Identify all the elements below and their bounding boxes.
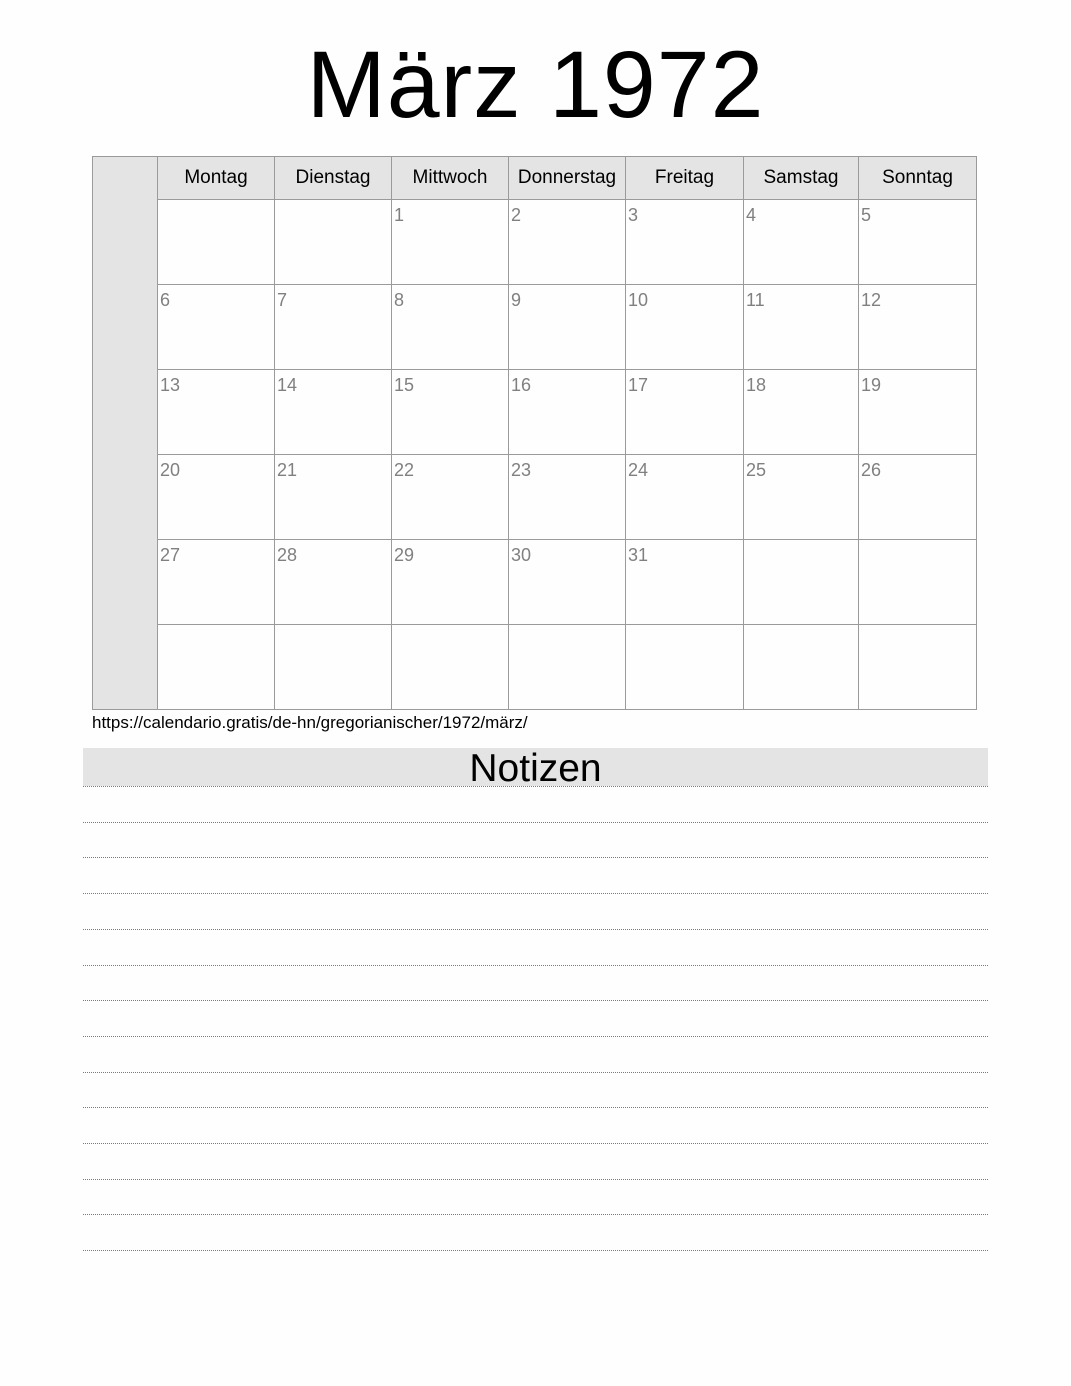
day-number bbox=[744, 625, 858, 631]
day-number: 17 bbox=[628, 375, 649, 395]
day-cell[interactable] bbox=[744, 285, 859, 370]
day-cell[interactable] bbox=[509, 285, 626, 370]
day-number: 19 bbox=[861, 375, 882, 395]
note-line bbox=[83, 965, 988, 966]
week-number-column bbox=[92, 156, 157, 710]
day-number: 31 bbox=[628, 545, 649, 565]
day-cell[interactable] bbox=[744, 540, 859, 625]
day-number: 2 bbox=[511, 205, 522, 225]
note-line bbox=[83, 1250, 988, 1251]
note-line bbox=[83, 857, 988, 858]
day-cell[interactable] bbox=[275, 625, 392, 710]
day-cell[interactable] bbox=[626, 455, 744, 540]
day-number bbox=[744, 540, 858, 546]
day-cell[interactable] bbox=[859, 200, 977, 285]
note-line bbox=[83, 786, 988, 787]
day-number: 8 bbox=[394, 290, 405, 310]
day-cell[interactable] bbox=[626, 200, 744, 285]
day-cell[interactable] bbox=[392, 200, 509, 285]
week-row bbox=[158, 200, 977, 285]
day-cell[interactable] bbox=[744, 625, 859, 710]
day-cell[interactable] bbox=[859, 370, 977, 455]
day-cell[interactable] bbox=[275, 200, 392, 285]
day-number: 16 bbox=[511, 375, 532, 395]
day-number: 10 bbox=[628, 290, 649, 310]
day-cell[interactable] bbox=[509, 370, 626, 455]
day-number: 3 bbox=[628, 205, 639, 225]
day-number: 15 bbox=[394, 375, 415, 395]
day-cell[interactable] bbox=[392, 370, 509, 455]
day-cell[interactable] bbox=[275, 370, 392, 455]
weekday-header: Dienstag bbox=[275, 157, 392, 200]
day-cell[interactable] bbox=[744, 370, 859, 455]
day-cell[interactable] bbox=[509, 200, 626, 285]
day-number: 28 bbox=[277, 545, 298, 565]
day-number: 27 bbox=[160, 545, 181, 565]
notes-heading: Notizen bbox=[83, 748, 988, 786]
day-number: 23 bbox=[511, 460, 532, 480]
weekday-header: Mittwoch bbox=[392, 157, 509, 200]
day-number: 6 bbox=[160, 290, 171, 310]
day-number: 26 bbox=[861, 460, 882, 480]
weekday-header: Donnerstag bbox=[509, 157, 626, 200]
day-number bbox=[626, 625, 743, 631]
day-cell[interactable] bbox=[158, 370, 275, 455]
note-line bbox=[83, 929, 988, 930]
day-cell[interactable] bbox=[158, 625, 275, 710]
note-line bbox=[83, 1036, 988, 1037]
day-number: 30 bbox=[511, 545, 532, 565]
day-cell[interactable] bbox=[626, 370, 744, 455]
day-number: 21 bbox=[277, 460, 298, 480]
calendar-grid bbox=[92, 156, 977, 710]
day-number: 25 bbox=[746, 460, 767, 480]
day-cell[interactable] bbox=[275, 540, 392, 625]
day-cell[interactable] bbox=[859, 625, 977, 710]
day-cell[interactable] bbox=[744, 200, 859, 285]
note-line bbox=[83, 1143, 988, 1144]
day-cell[interactable] bbox=[392, 625, 509, 710]
day-number: 24 bbox=[628, 460, 649, 480]
day-cell[interactable] bbox=[626, 625, 744, 710]
day-cell[interactable] bbox=[275, 455, 392, 540]
day-number: 14 bbox=[277, 375, 298, 395]
day-number: 5 bbox=[861, 205, 872, 225]
day-cell[interactable] bbox=[158, 455, 275, 540]
day-number: 4 bbox=[746, 205, 757, 225]
day-number: 20 bbox=[160, 460, 181, 480]
source-url: https://calendario.gratis/de-hn/gregorianischer/1972/märz/ bbox=[92, 713, 528, 732]
weekday-header: Samstag bbox=[744, 157, 859, 200]
day-number: 1 bbox=[394, 205, 405, 225]
note-line bbox=[83, 1214, 988, 1215]
day-cell[interactable] bbox=[158, 200, 275, 285]
note-line bbox=[83, 1107, 988, 1108]
day-cell[interactable] bbox=[859, 455, 977, 540]
note-line bbox=[83, 1179, 988, 1180]
day-number bbox=[158, 200, 274, 206]
day-number: 9 bbox=[511, 290, 522, 310]
day-cell[interactable] bbox=[509, 540, 626, 625]
day-cell[interactable] bbox=[392, 285, 509, 370]
week-row bbox=[158, 285, 977, 370]
day-number bbox=[275, 200, 391, 206]
weekday-header: Freitag bbox=[626, 157, 744, 200]
note-line bbox=[83, 822, 988, 823]
day-number: 18 bbox=[746, 375, 767, 395]
note-line bbox=[83, 1072, 988, 1073]
day-cell[interactable] bbox=[158, 285, 275, 370]
week-row bbox=[158, 540, 977, 625]
day-number: 11 bbox=[746, 290, 765, 310]
day-number: 22 bbox=[394, 460, 415, 480]
day-cell[interactable] bbox=[392, 455, 509, 540]
day-cell[interactable] bbox=[392, 540, 509, 625]
day-number bbox=[509, 625, 625, 631]
week-row bbox=[158, 455, 977, 540]
day-number bbox=[275, 625, 391, 631]
day-cell[interactable] bbox=[626, 540, 744, 625]
day-number bbox=[859, 540, 976, 546]
weekday-header-row bbox=[158, 157, 977, 200]
day-number: 13 bbox=[160, 375, 181, 395]
week-row bbox=[158, 370, 977, 455]
day-number: 12 bbox=[861, 290, 882, 310]
day-cell[interactable] bbox=[744, 455, 859, 540]
day-number: 29 bbox=[394, 545, 415, 565]
day-cell[interactable] bbox=[275, 285, 392, 370]
day-number: 7 bbox=[277, 290, 288, 310]
note-line bbox=[83, 893, 988, 894]
day-cell[interactable] bbox=[859, 540, 977, 625]
day-number bbox=[859, 625, 976, 631]
day-cell[interactable] bbox=[509, 455, 626, 540]
weekday-header: Montag bbox=[158, 157, 275, 200]
week-row bbox=[158, 625, 977, 710]
day-cell[interactable] bbox=[626, 285, 744, 370]
day-cell[interactable] bbox=[859, 285, 977, 370]
calendar-table bbox=[157, 156, 977, 710]
page-title: März 1972 bbox=[306, 32, 765, 138]
day-cell[interactable] bbox=[509, 625, 626, 710]
note-line bbox=[83, 1000, 988, 1001]
weekday-header: Sonntag bbox=[859, 157, 977, 200]
day-number bbox=[158, 625, 274, 631]
day-number bbox=[392, 625, 508, 631]
day-cell[interactable] bbox=[158, 540, 275, 625]
